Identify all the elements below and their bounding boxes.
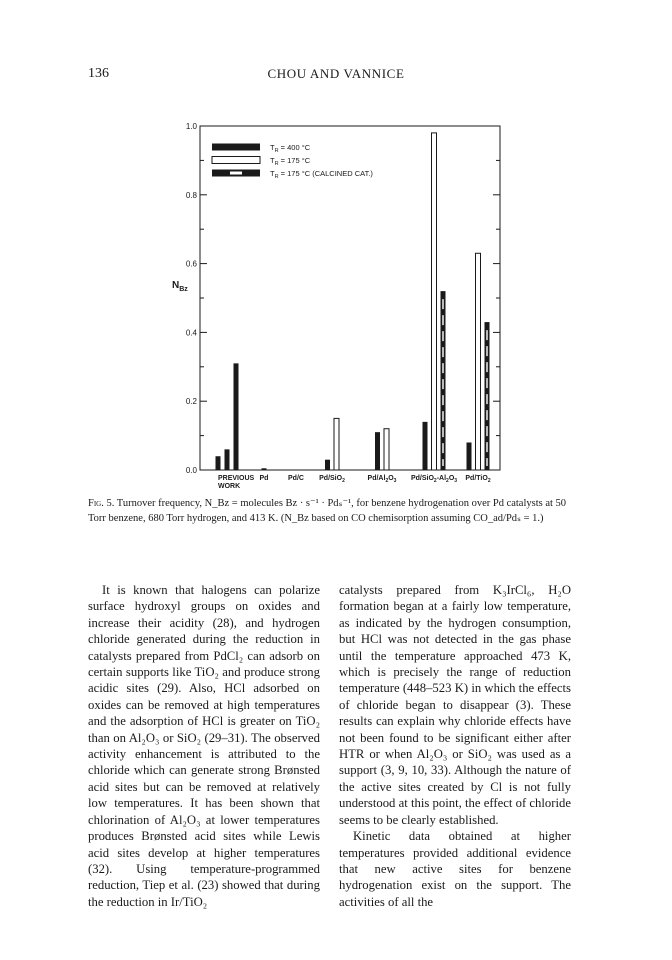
bar-open — [476, 253, 481, 470]
x-category-label: PREVIOUS — [218, 475, 255, 482]
y-tick-label: 0.4 — [185, 328, 197, 338]
y-axis-label: $N_{Bz}$ — [172, 280, 188, 293]
legend-swatch-open — [212, 157, 260, 164]
x-category-label: $Pd/Al_2O_3$ — [367, 475, 397, 484]
bar-open — [432, 133, 437, 470]
bar-solid — [423, 422, 428, 470]
x-category-label: Pd — [259, 475, 269, 482]
legend-label: $T_R = 175$ °C — [270, 156, 311, 167]
figure-caption — [88, 496, 578, 526]
running-title: CHOU AND VANNICE — [267, 66, 405, 81]
y-tick-label: 1.0 — [185, 122, 197, 131]
bar-solid — [234, 363, 239, 470]
y-tick-label: 0.0 — [185, 466, 197, 475]
bar-open — [334, 418, 339, 470]
x-category-label: Pd/TiO$_2$ — [465, 475, 491, 484]
bar-solid — [225, 449, 230, 470]
legend-swatch-solid — [212, 144, 260, 151]
legend-label: $T_R = 175$ °C (CALCINED CAT.) — [270, 169, 373, 180]
figure-caption-text: Turnover frequency, N_Bz = molecules Bz · s⁻¹ · Pdₛ⁻¹, for benzene hydrogenation over Pd catalysts at 50 Torr benzene, 680 Torr hydrogen, and 413 K. (N_Bz based on CO chemisorption assuming CO_ad/Pdₛ = 1.) — [88, 498, 567, 524]
legend-label: $T_R = 400$ °C — [270, 143, 311, 154]
x-category-label: $Pd/SiO_2-Al_2O_3$ — [410, 475, 458, 484]
x-category-label: Pd/SiO$_2$ — [319, 475, 345, 484]
paragraph: Kinetic data obtained at higher temperatures provided additional evidence that new active sites for benzene hydrogenation exist on the support. The activities of all the — [339, 829, 571, 909]
legend-swatch-calcined-gap — [230, 172, 242, 175]
bar-solid — [467, 442, 472, 470]
paragraph: catalysts prepared from K₃IrCl₆, H₂O formation began at a fairly low temperature, as indicated by the hydrogen consumption, but HCl was not detected in the gas phase until the temperature approached 473 K, which is precisely the range of reduction temperature (448–523 K) in which the effects of chloride began to disappear (3). These results can explain why chloride effects have not been found to be significant either after HTR or when Al₂O₃ or SiO₂ was used as a support (3, 9, 10, 33). Although the nature of the active sites created by Cl is not fully understood at this point, the effect of chloride seems to be clearly established. — [339, 583, 571, 827]
x-category-label: Pd/C — [288, 475, 304, 482]
y-tick-label: 0.6 — [185, 259, 197, 269]
bar-solid — [325, 460, 330, 470]
body-column-left — [88, 582, 320, 910]
page-number: 136 — [88, 66, 109, 81]
paragraph: It is known that halogens can polarize surface hydroxyl groups on oxides and increase their acidity (28), and hydrogen chloride generated during the reduction in catalysts prepared from PdCl₂ can adsorb on certain supports like TiO₂ and produce strong acidic sites (29). Also, HCl adsorbed on oxides can be removed at high temperatures and the adsorption of HCl is greater on TiO₂ than on Al₂O₃ or SiO₂ (29–31). The observed activity enhancement is attributed to the chloride which can generate strong Brønsted acid sites but can be removed at relatively low temperatures. It has been shown that chlorination of Al₂O₃ at lower temperatures produces Brønsted acid sites while Lewis acid sites develop at higher temperatures (32). Using temperature-programmed reduction, Tiep et al. (23) showed that during the reduction in Ir/TiO₂ — [88, 583, 320, 909]
bar-solid — [375, 432, 380, 470]
body-column-right — [339, 582, 571, 910]
y-tick-label: 0.8 — [185, 190, 197, 200]
bar-solid — [262, 468, 267, 470]
figure-label: Fig. 5. — [88, 498, 115, 509]
x-category-label: WORK — [218, 483, 241, 490]
bar-open — [384, 429, 389, 470]
bar-solid — [216, 456, 221, 470]
y-tick-label: 0.2 — [185, 397, 197, 407]
